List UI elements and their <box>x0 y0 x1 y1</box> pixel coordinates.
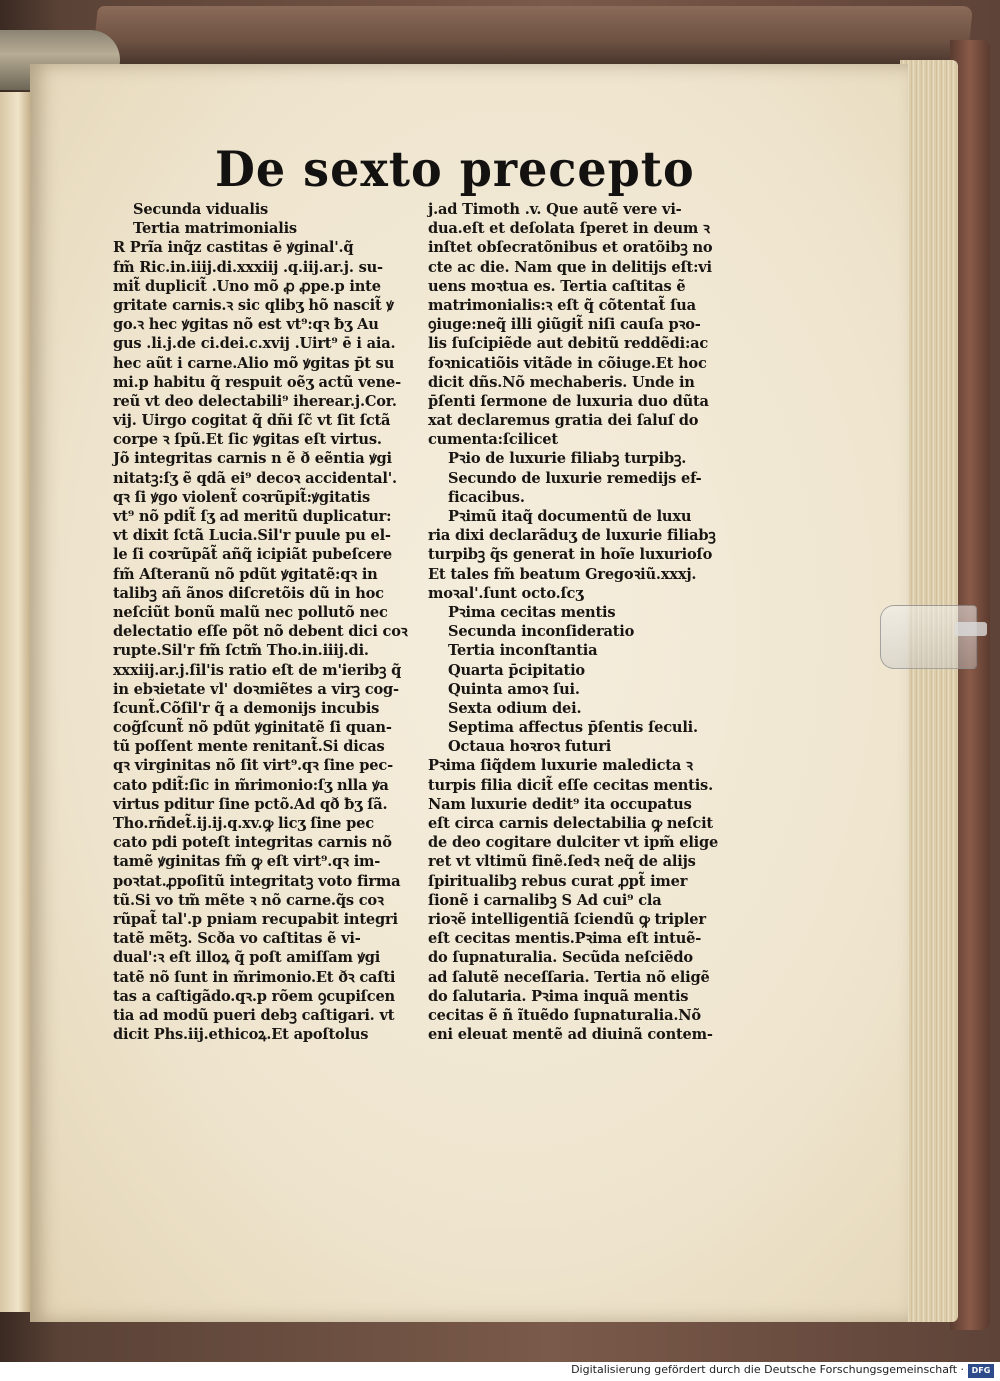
text-line: Sexta odium dei. <box>448 699 582 717</box>
footer-credit: Digitalisierung gefördert durch die Deutsche Forschungsgemeinschaft · <box>571 1363 964 1376</box>
top-board <box>92 6 973 64</box>
text-line: qꝛ virginitas nõ ſit virt⁹.qꝛ ſine pec- <box>113 757 393 775</box>
text-line: Nam luxurie dedit⁹ ita occupatus <box>428 795 692 813</box>
text-line: j.ad Timoth .v. Que autẽ vere vi- <box>428 201 682 218</box>
text-line: reũ vt deo delectabili⁹ iherear.j.Cor. <box>113 392 397 410</box>
text-line: Secunda inconſideratio <box>448 623 635 641</box>
text-line: lis ſuſcipiẽde aut debitũ reddẽdi:ac <box>428 335 709 353</box>
text-line: turpis filia dicit̃ eſſe cecitas mentis. <box>428 776 713 794</box>
text-line: Pꝛima ſiq̃dem luxurie maledicta ꝛ <box>428 757 693 775</box>
text-line: poꝛtat.ꝓpoſitũ integritatꝫ voto firma <box>113 872 401 890</box>
text-line: eni eleuat mentẽ ad diuinã contem- <box>428 1026 713 1044</box>
page-edges <box>900 60 958 1322</box>
text-line: dua.eſt et deſolata ſperet in deum ꝛ <box>428 220 710 238</box>
text-line: mit̃ duplicit̃ .Uno mõ ꝓ ꝓpe.p inte <box>113 277 381 295</box>
left-text-column <box>113 200 413 1044</box>
text-line: do ſupnaturalia. Secũda neſciẽdo <box>428 949 693 967</box>
text-line: dicit dñs.Nõ mechaberis. Unde in <box>428 373 695 391</box>
text-line: tatẽ nõ ſunt in m̃rimonio.Et ðꝛ caſti <box>113 968 396 986</box>
text-line: go.ꝛ hec ꝟgitas nõ est vt⁹:qꝛ ƀʒ Au <box>113 316 379 334</box>
text-line: turpibꝫ q̃s generat in hoĩe luxurioſo <box>428 546 713 564</box>
text-line: vt dixit ſctã Lucia.Sil'r puule pu el- <box>113 527 391 545</box>
text-line: Pꝛima cecitas mentis <box>448 603 616 621</box>
text-line: nitatꝫ:ſʒ ẽ qdã ei⁹ decoꝛ accidental'. <box>113 469 397 487</box>
right-text-column <box>428 200 733 1044</box>
text-line: fm̃ Aſteranũ nõ pdũt ꝟgitatẽ:qꝛ in <box>113 565 378 583</box>
text-line: le ſi coꝛrũpãt̃ añq̃ icipiãt pubeſcere <box>113 546 393 564</box>
text-line: Pꝛimũ itaq̃ documentũ de luxu <box>448 508 692 525</box>
text-line: ret vt vltimũ finẽ.ſedꝛ neq̃ de alijs <box>428 853 696 871</box>
text-line: cog̃ſcunt̃ nõ pdũt ꝟginitatẽ ſi quan- <box>113 719 392 737</box>
text-line: inſtet obſecratõnibus et oratõibꝫ no <box>428 239 713 257</box>
text-line: cumenta:ſcilicet <box>428 431 558 449</box>
text-line: mi.p habitu q̃ respuit oẽʒ actũ vene- <box>113 373 401 391</box>
text-line: foꝛnicatiõis vitãde in cõiuge.Et hoc <box>428 354 707 372</box>
left-page-edge <box>0 92 30 1312</box>
text-line: Jõ integritas carnis n ẽ ð eẽntia ꝟgi <box>113 450 392 468</box>
text-line: tũ.Si vo tm̃ mẽte ꝛ nõ carne.q̃s coꝛ <box>113 891 384 909</box>
text-line: gus .li.j.de ci.dei.c.xvij .Uirt⁹ ē i aia. <box>113 335 396 353</box>
text-line: do ſalutaria. Pꝛima inquã mentis <box>428 987 689 1005</box>
text-line: Tertia inconſtantia <box>448 642 598 660</box>
text-line: moꝛal'.ſunt octo.ſcʒ <box>428 584 584 602</box>
text-line: tas a caſtigãdo.qꝛ.p rõem ꝯcupiſcen <box>113 987 395 1005</box>
text-line: cecitas ẽ ñ ĩtuẽdo ſupnaturalia.Nõ <box>428 1006 701 1024</box>
text-line: xat declaremus gratia dei ſaluſ do <box>428 412 699 430</box>
text-line: vij. Uirgo cogitat q̃ dñi ſc̃ vt ſit ſctã <box>113 412 391 430</box>
text-line: R Prĩa inq̃z castitas ē ꝟginal'.q̃ <box>113 239 354 257</box>
text-line: dual':ꝛ eſt illoꝝ q̃ poſt amiſſam ꝟgi <box>113 949 381 967</box>
text-line: gritate carnis.ꝛ sic qlibʒ hõ nascit̃ ꝟ <box>113 296 394 314</box>
text-line: ria dixi declarãduʒ de luxurie filiabꝫ <box>428 527 716 545</box>
text-line: cte ac die. Nam que in delitijs eſt:vi <box>428 258 712 276</box>
text-line: Pꝛio de luxurie filiabꝫ turpibꝫ. <box>448 450 687 468</box>
text-line: cato pdit̃:ſic in m̃rimonio:ſʒ nlla ꝟa <box>113 776 389 794</box>
text-line: ſcunt̃.Cõſil'r q̃ a demonijs incubis <box>113 699 380 717</box>
text-line: de deo cogitare dulciter vt ipm̃ elige <box>428 834 719 852</box>
text-line: hec aũt i carne.Alio mõ ꝟgitas p̄t su <box>113 354 395 372</box>
text-line: vt⁹ nõ pdit̃ ſʒ ad meritũ duplicatur: <box>113 508 392 525</box>
text-line: ſionẽ i carnalibꝫ S Ad cui⁹ cla <box>428 891 662 909</box>
text-line: in ebꝛietate vl' doꝛmiẽtes a virꝫ cog- <box>113 680 399 698</box>
text-line: rioꝛẽ intelligentiã ſciendũ ꝙ tripler <box>428 910 706 928</box>
text-line: tamẽ ꝟginitas fm̃ ꝙ eſt virt⁹.qꝛ im- <box>113 853 381 871</box>
text-line: Secundo de luxurie remedijs ef- <box>448 469 702 487</box>
text-line: virtus pditur ſine pctõ.Ad qð ƀʒ ſã. <box>113 795 388 813</box>
text-line: eſt circa carnis delectabilia ꝙ neſcit <box>428 815 713 832</box>
text-line: rũpat̃ tal'.p pniam recupabit integri <box>113 910 398 928</box>
text-line: uens moꝛtua es. Tertia caſtitas ẽ <box>428 277 686 295</box>
text-line: ad ſalutẽ neceſſaria. Tertia nõ eligẽ <box>428 968 710 986</box>
text-line: Secunda vidualis <box>133 201 269 218</box>
text-line: Quarta p̄cipitatio <box>448 661 585 679</box>
text-line: tia ad modũ pueri debꝫ caſtigari. vt <box>113 1006 395 1024</box>
text-line: Quinta amoꝛ ſui. <box>448 680 580 698</box>
text-line: dicit Phs.iij.ethicoꝝ.Et apoſtolus <box>113 1026 369 1044</box>
text-line: fm̃ Ric.in.iiij.di.xxxiij .q.iij.ar.j. su- <box>113 258 383 276</box>
text-line: neſciũt bonũ malũ nec pollutõ nec <box>113 603 388 621</box>
text-line: cato pdi poteſt integritas carnis nõ <box>113 834 392 852</box>
text-line: ficacibus. <box>448 488 525 506</box>
text-line: Tho.rñdet̃.ij.ij.q.xv.ꝙ licʒ ſine pec <box>113 815 374 832</box>
text-line: rupte.Sil'r fm̃ ſctm̃ Tho.in.iiij.di. <box>113 642 369 660</box>
text-line: tũ poſſent mente renitant̃.Si dicas <box>113 738 385 756</box>
text-line: p̄ſenti ſermone de luxuria duo dũta <box>428 392 709 410</box>
text-line: Septima affectus p̄ſentis ſeculi. <box>448 719 698 737</box>
text-line: ꝯiuge:neq̃ illi ꝯiũgit̃ niſi cauſa pꝛo- <box>428 316 701 334</box>
page-title: De sexto precepto <box>215 140 695 198</box>
bookmark-clip <box>880 605 977 669</box>
bookmark-tip <box>955 622 987 636</box>
text-line: Tertia matrimonialis <box>133 220 297 238</box>
text-line: xxxiij.ar.j.ſil'is ratio eſt de m'ieribꝫ q̃ <box>113 661 402 679</box>
text-line: tatẽ mẽtꝫ. Scða vo caſtitas ẽ vi- <box>113 930 361 948</box>
dfg-logo: DFG <box>968 1364 994 1378</box>
text-line: talibꝫ añ ãnos diſcretõis dũ in hoc <box>113 584 384 602</box>
text-line: ſpiritualibꝫ rebus curat ꝓpt̃ imer <box>428 872 688 890</box>
text-line: matrimonialis:ꝛ eſt q̃ cõtentat̃ ſua <box>428 296 696 314</box>
text-line: delectatio eſſe põt nõ debent dici coꝛ <box>113 623 408 641</box>
text-line: Octaua hoꝛroꝛ futuri <box>448 738 612 756</box>
text-line: qꝛ ſi ꝟgo violent̃ coꝛrũpit̃:ꝟgitatis <box>113 488 370 506</box>
text-line: eſt cecitas mentis.Pꝛima eſt intuẽ- <box>428 930 702 948</box>
text-line: corpe ꝛ ſpũ.Et ſic ꝟgitas eſt virtus. <box>113 431 382 449</box>
text-line: Et tales fm̃ beatum Gregoꝛiũ.xxxj. <box>428 565 697 583</box>
